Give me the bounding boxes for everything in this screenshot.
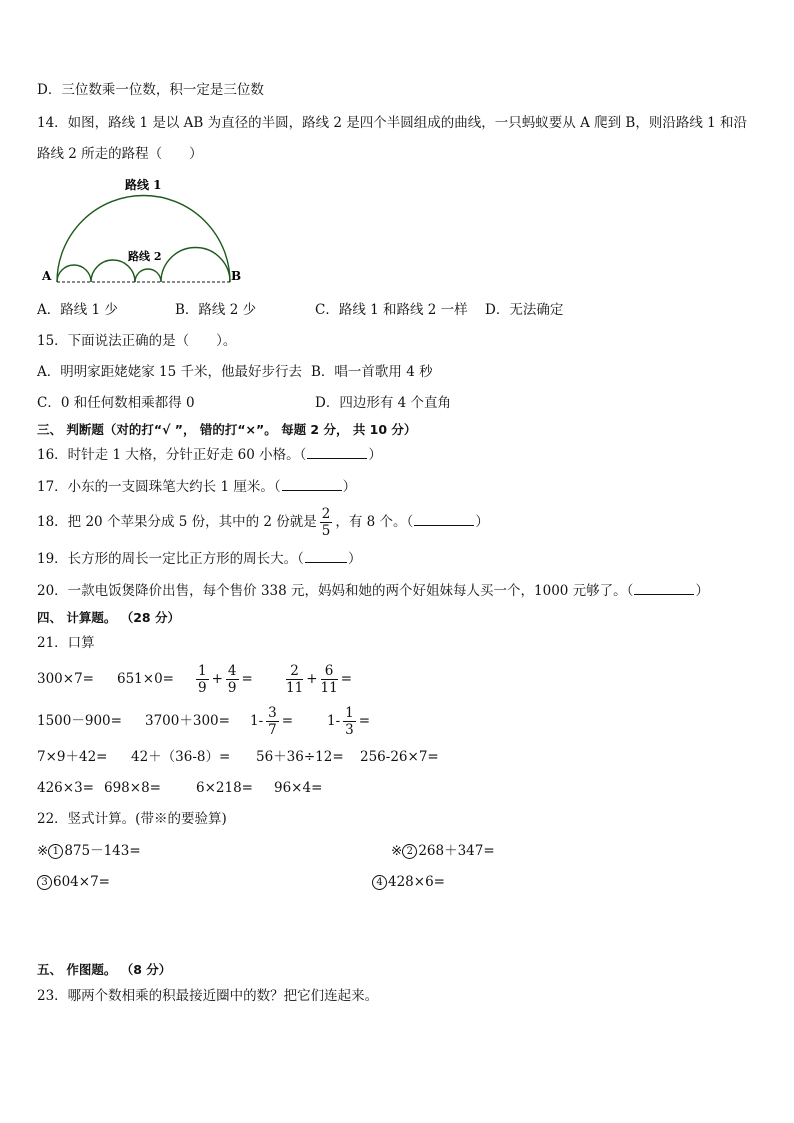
q17-end: ） <box>342 479 357 495</box>
q21-r3-a: 7×9＋42= <box>37 749 108 765</box>
frac-den: 9 <box>227 680 237 696</box>
frac-num: 6 <box>321 663 338 680</box>
problem-text: 875－143= <box>64 843 141 859</box>
q15-stem: 15．下面说法正确的是（ ）。 <box>37 333 237 349</box>
q16-text: 16．时针走 1 大格，分针正好走 60 小格。（ <box>37 447 307 463</box>
route2-arc-3 <box>135 269 161 282</box>
q17-answer-blank[interactable] <box>282 478 342 491</box>
q20-answer-blank[interactable] <box>634 582 694 595</box>
equals: = <box>340 671 352 687</box>
point-a-label: A <box>42 269 52 283</box>
q21-r1-c <box>193 660 253 698</box>
check-mark: ※ <box>391 843 403 859</box>
q14-figure <box>40 172 250 290</box>
section-5-heading: 五、 作图题。 （8 分） <box>37 962 172 977</box>
circled-number: 1 <box>48 844 63 859</box>
equals: = <box>241 671 253 687</box>
q16 <box>37 446 382 464</box>
q21-r4-b: 698×8= <box>104 780 161 796</box>
q20-text: 20．一款电饭煲降价出售，每个售价 338 元，妈妈和她的两个好姐妹每人买一个，1000 元够了。（ <box>37 583 634 599</box>
q21-r3-d: 256-26×7= <box>360 749 439 765</box>
q19-answer-blank[interactable] <box>305 550 347 563</box>
q16-answer-blank[interactable] <box>307 446 367 459</box>
plus-op: + <box>306 671 318 687</box>
q18-pre: 18．把 20 个苹果分成 5 份，其中的 2 份就是 <box>37 514 317 530</box>
q15-option-a: A．明明家距姥姥家 15 千米，他最好步行去 <box>37 364 303 380</box>
q14-option-a: A．路线 1 少 <box>37 302 118 318</box>
q19-text: 19．长方形的周长一定比正方形的周长大。（ <box>37 551 304 567</box>
q14-option-b: B．路线 2 少 <box>175 302 257 318</box>
q14-option-d: D．无法确定 <box>485 302 564 318</box>
problem-text: 268＋347= <box>418 843 495 859</box>
q21-r4-c: 6×218= <box>196 780 253 796</box>
q18-frac-num: 2 <box>321 506 331 522</box>
plus-op: + <box>211 671 223 687</box>
route2-arc-2 <box>91 260 135 282</box>
q17-text: 17．小东的一支圆珠笔大约长 1 厘米。（ <box>37 479 281 495</box>
q14-stem-line1: 14．如图，路线 1 是以 AB 为直径的半圆，路线 2 是四个半圆组成的曲线，一只蚂蚁要从 A 爬到 B，则沿路线 1 和沿 <box>37 115 747 131</box>
q15-option-c: C．0 和任何数相乘都得 0 <box>37 395 195 411</box>
one-minus: 1- <box>327 713 341 729</box>
q22-title: 22．竖式计算。(带※的要验算) <box>37 811 227 827</box>
q20-end: ） <box>695 583 709 599</box>
q15-option-b: B．唱一首歌用 4 秒 <box>311 364 433 380</box>
q14-option-c: C．路线 1 和路线 2 一样 <box>315 302 468 318</box>
q21-r1-b: 651×0= <box>117 671 174 687</box>
q18-fraction <box>320 506 333 539</box>
frac-den: 9 <box>198 680 207 696</box>
frac-den: 11 <box>286 680 304 696</box>
frac-den: 3 <box>345 722 354 738</box>
q17 <box>37 478 356 496</box>
q13-option-d: D．三位数乘一位数，积一定是三位数 <box>37 82 264 98</box>
q18-answer-blank[interactable] <box>414 513 474 526</box>
q18-frac-den: 5 <box>321 523 331 539</box>
q18-end: ） <box>475 514 489 530</box>
q21-title: 21．口算 <box>37 635 95 651</box>
problem-text: 428×6= <box>388 874 445 890</box>
point-b-label: B <box>231 269 242 283</box>
q21-r1-d <box>283 660 352 698</box>
q22-p3 <box>37 873 110 891</box>
q21-r3-b: 42＋（36-8）= <box>131 749 231 765</box>
check-mark: ※ <box>37 843 49 859</box>
frac-num: 3 <box>268 705 277 721</box>
q21-r2-d <box>327 702 370 740</box>
q20 <box>37 582 709 600</box>
section-3-heading: 三、 判断题（对的打“√ ”， 错的打“×”。 每题 2 分， 共 10 分） <box>37 422 417 437</box>
q21-r1-a: 300×7= <box>37 671 94 687</box>
frac-num: 1 <box>198 663 207 679</box>
section-4-heading: 四、 计算题。 （28 分） <box>37 610 180 625</box>
q14-stem-line2: 路线 2 所走的路程（ ） <box>37 146 203 162</box>
circled-number: 2 <box>402 844 417 859</box>
q21-r4-d: 96×4= <box>274 780 323 796</box>
q19-end: ） <box>347 551 362 567</box>
q23-stem: 23．哪两个数相乘的积最接近圈中的数？把它们连起来。 <box>37 988 379 1004</box>
q19 <box>37 550 361 568</box>
q22-p2 <box>391 842 495 860</box>
route2-arc-1 <box>57 265 91 282</box>
q16-end: ） <box>368 447 382 463</box>
q18-post: ，有 8 个。（ <box>335 514 414 530</box>
q21-r4-a: 426×3= <box>37 780 94 796</box>
frac-num: 2 <box>286 663 303 680</box>
one-minus: 1- <box>250 713 264 729</box>
circled-number: 4 <box>372 875 387 890</box>
frac-num: 1 <box>345 705 354 721</box>
equals: = <box>281 713 294 729</box>
circled-number: 3 <box>37 875 52 890</box>
q21-r2-a: 1500－900= <box>37 713 122 729</box>
q21-r2-c <box>250 702 293 740</box>
route1-label: 路线 1 <box>125 178 162 192</box>
q18 <box>37 505 489 539</box>
route2-label: 路线 2 <box>128 250 162 263</box>
q21-r3-c: 56＋36÷12= <box>256 749 344 765</box>
frac-num: 4 <box>227 663 237 679</box>
equals: = <box>358 713 371 729</box>
q22-p1 <box>37 842 141 860</box>
route2-arc-4 <box>161 248 230 283</box>
frac-den: 7 <box>268 722 277 738</box>
q22-p4 <box>372 873 445 891</box>
frac-den: 11 <box>320 680 338 696</box>
q15-option-d: D．四边形有 4 个直角 <box>315 395 451 411</box>
q21-r2-b: 3700＋300= <box>145 713 230 729</box>
problem-text: 604×7= <box>53 874 110 890</box>
